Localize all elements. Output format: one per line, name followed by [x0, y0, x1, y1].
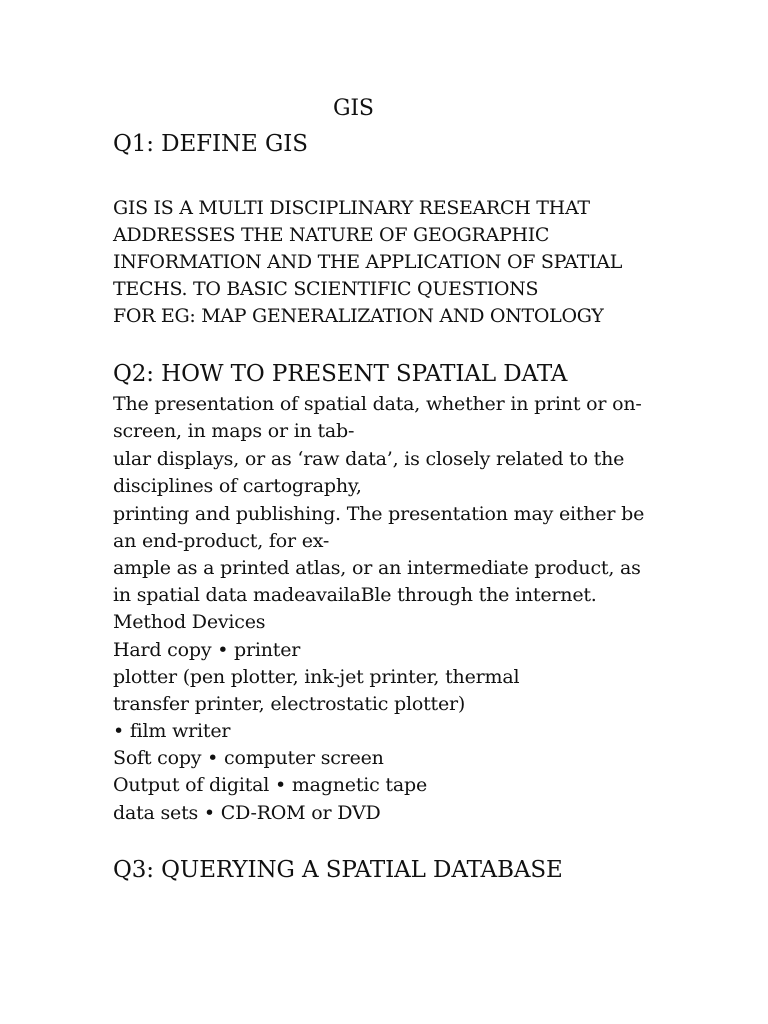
q2-line: Method Devices [113, 611, 266, 633]
q3-heading: Q3: QUERYING A SPATIAL DATABASE [113, 857, 563, 883]
q2-line: ample as a printed atlas, or an intermediate product, as [113, 557, 641, 579]
q1-line: FOR EG: MAP GENERALIZATION AND ONTOLOGY [113, 305, 604, 327]
q2-line: plotter (pen plotter, ink-jet printer, thermal [113, 666, 520, 688]
q1-line: TECHS. TO BASIC SCIENTIFIC QUESTIONS [113, 278, 539, 300]
q2-line: disciplines of cartography, [113, 475, 362, 497]
document-title: GIS [333, 96, 374, 121]
q1-line: GIS IS A MULTI DISCIPLINARY RESEARCH THAT [113, 197, 590, 219]
q2-line: ular displays, or as ‘raw data’, is closely related to the [113, 448, 625, 470]
q2-line: The presentation of spatial data, whether in print or on- [113, 393, 642, 415]
q2-line: in spatial data madeavailaBle through the internet. [113, 584, 597, 606]
q1-heading: Q1: DEFINE GIS [113, 131, 308, 157]
q2-line: data sets • CD-ROM or DVD [113, 802, 381, 824]
q2-line: screen, in maps or in tab- [113, 420, 355, 442]
q2-line: • film writer [113, 720, 231, 742]
q1-line: INFORMATION AND THE APPLICATION OF SPATIAL [113, 251, 623, 273]
q2-line: transfer printer, electrostatic plotter) [113, 693, 466, 715]
q2-line: printing and publishing. The presentation may either be [113, 503, 645, 525]
q2-heading: Q2: HOW TO PRESENT SPATIAL DATA [113, 361, 568, 387]
q1-line: ADDRESSES THE NATURE OF GEOGRAPHIC [113, 224, 550, 246]
q2-line: Hard copy • printer [113, 639, 301, 661]
q2-line: Soft copy • computer screen [113, 747, 384, 769]
q2-line: an end-product, for ex- [113, 530, 330, 552]
q2-line: Output of digital • magnetic tape [113, 774, 427, 796]
